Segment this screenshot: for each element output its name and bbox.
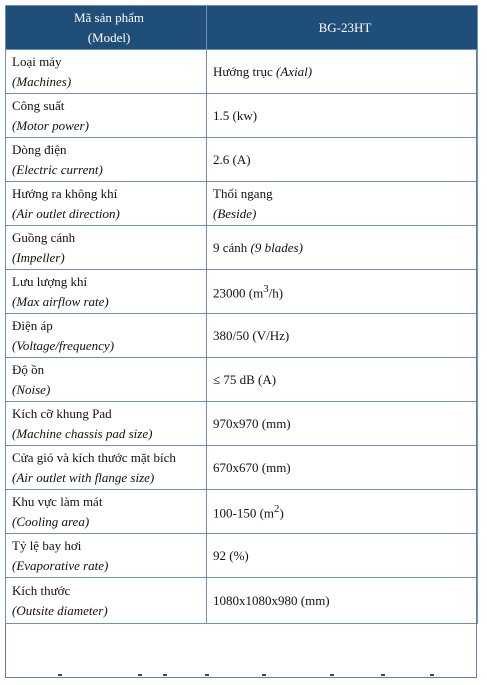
row-value-cell: 970x970 (mm): [207, 402, 478, 446]
table-row: [6, 270, 478, 314]
table-row: [6, 446, 478, 490]
model-value-cell: BG-23HT: [207, 6, 478, 50]
model-label-en: (Model): [87, 29, 131, 45]
row-label-en: (Machine chassis pad size): [12, 425, 153, 441]
table-row: [6, 402, 478, 446]
glyph-fragment: [205, 674, 209, 676]
row-label-cell: [6, 578, 207, 624]
row-label-en: (Noise): [12, 381, 51, 397]
model-label-cell: [6, 6, 207, 50]
row-label-en: (Max airflow rate): [12, 293, 109, 309]
row-label-en: (Impeller): [12, 249, 65, 265]
row-label-vn: Cửa gió và kích thước mặt bích: [12, 449, 176, 465]
row-value: 23000 (m: [213, 285, 264, 301]
row-label-vn: Hướng ra không khí: [12, 185, 118, 201]
row-label-cell: [6, 314, 207, 358]
table-row: [6, 314, 478, 358]
row-label-vn: Lưu lượng khí: [12, 273, 88, 289]
row-value-cell: 2.6 (A): [207, 138, 478, 182]
row-value-cell: [207, 50, 478, 94]
row-value-cell: 1080x1080x980 (mm): [207, 578, 478, 624]
row-label-en: (Machines): [12, 73, 72, 89]
row-label-vn: Khu vực làm mát: [12, 493, 103, 509]
row-label-en: (Outsite diameter): [12, 602, 108, 618]
row-label-cell: [6, 94, 207, 138]
row-value-cell: [207, 182, 478, 226]
row-value-cell: 1.5 (kw): [207, 94, 478, 138]
row-value-cell: 92 (%): [207, 534, 478, 578]
row-value-superscript: 3: [263, 283, 269, 296]
glyph-fragment: [58, 674, 62, 676]
row-label-en: (Motor power): [12, 117, 89, 133]
row-label-vn: Kích thước: [12, 582, 71, 598]
row-value-suffix: ): [279, 505, 284, 521]
row-value-suffix: /h): [268, 285, 284, 301]
row-label-cell: [6, 50, 207, 94]
glyph-fragment: [138, 674, 142, 676]
row-label-en: (Air outlet direction): [12, 205, 120, 221]
row-label-en: (Electric current): [12, 161, 103, 177]
row-value: 100-150 (m: [213, 505, 275, 521]
table-row: [6, 50, 478, 94]
row-label-cell: [6, 446, 207, 490]
row-value-cell: 670x670 (mm): [207, 446, 478, 490]
row-label-en: (Cooling area): [12, 513, 90, 529]
table-header-row: [6, 6, 478, 50]
row-label-cell: [6, 402, 207, 446]
table-row: [6, 182, 478, 226]
row-label-cell: [6, 534, 207, 578]
row-value: Hướng trục: [213, 63, 273, 79]
row-value: Thổi ngang: [213, 185, 273, 201]
row-label-cell: [6, 138, 207, 182]
row-label-vn: Công suất: [12, 97, 65, 113]
row-label-vn: Guồng cánh: [12, 229, 76, 245]
glyph-fragment: [262, 674, 266, 676]
glyph-fragment: [381, 674, 385, 676]
row-label-cell: [6, 182, 207, 226]
spec-table: [5, 5, 478, 624]
row-label-vn: Loại máy: [12, 53, 62, 69]
row-label-en: (Voltage/frequency): [12, 337, 115, 353]
table-row: [6, 490, 478, 534]
row-label-cell: [6, 226, 207, 270]
row-value-cell: ≤ 75 dB (A): [207, 358, 478, 402]
row-label-en: (Evaporative rate): [12, 557, 109, 573]
table-row: [6, 138, 478, 182]
cropped-text-line: [0, 672, 487, 682]
model-label-vn: Mã sản phẩm: [73, 9, 145, 25]
glyph-fragment: [330, 674, 334, 676]
row-label-vn: Độ ồn: [12, 361, 45, 377]
row-label-cell: [6, 358, 207, 402]
row-label-vn: Kích cỡ khung Pad: [12, 405, 112, 421]
table-row: [6, 226, 478, 270]
row-label-vn: Tỷ lệ bay hơi: [12, 537, 82, 553]
table-row: [6, 578, 478, 624]
row-value-en: (Beside): [213, 205, 257, 221]
table-row: [6, 534, 478, 578]
glyph-fragment: [430, 674, 434, 676]
row-value-cell: [207, 226, 478, 270]
row-value-superscript: 2: [274, 503, 280, 516]
row-value-en: (9 blades): [250, 239, 303, 255]
row-value-cell: [207, 270, 478, 314]
row-value-en: (Axial): [276, 63, 313, 79]
row-value-cell: 380/50 (V/Hz): [207, 314, 478, 358]
glyph-fragment: [163, 674, 167, 676]
row-value: 9 cánh: [213, 239, 248, 255]
row-label-en: (Air outlet with flange size): [12, 469, 155, 485]
row-label-vn: Dòng điện: [12, 141, 67, 157]
row-label-cell: [6, 270, 207, 314]
table-row: [6, 94, 478, 138]
row-value-cell: [207, 490, 478, 534]
row-label-vn: Điện áp: [12, 317, 53, 333]
table-row: [6, 358, 478, 402]
row-label-cell: [6, 490, 207, 534]
